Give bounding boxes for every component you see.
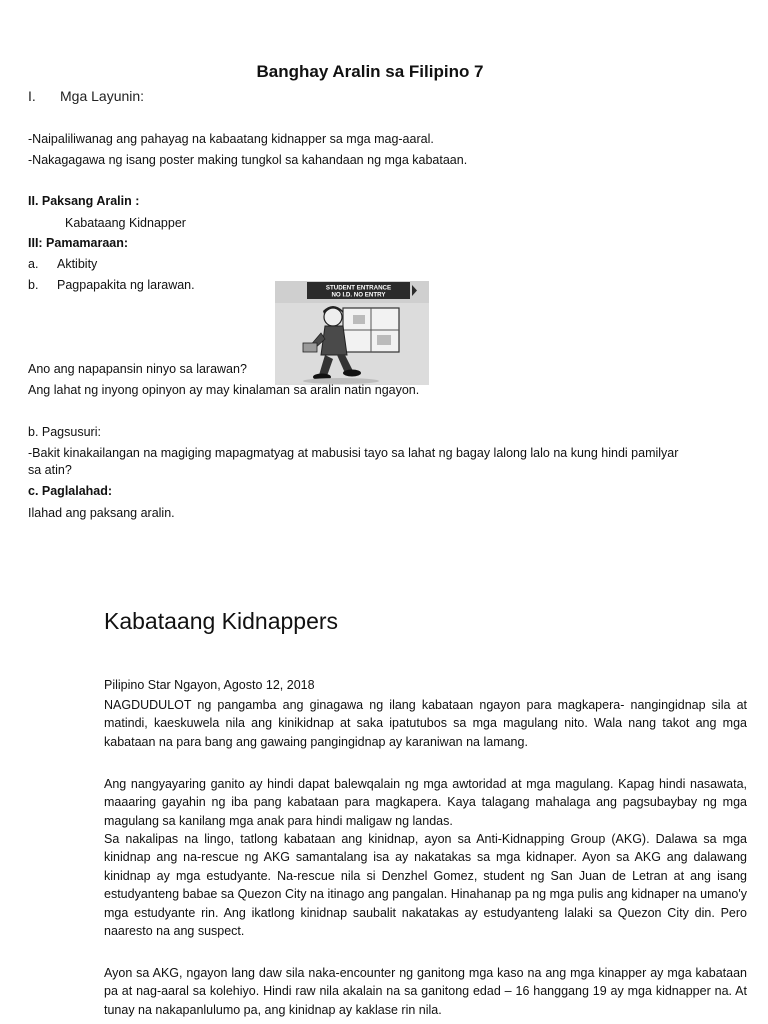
list-item-text: Aktibity bbox=[57, 257, 98, 271]
list-item-text: Pagpapakita ng larawan. bbox=[57, 278, 195, 292]
article-source: Pilipino Star Ngayon, Agosto 12, 2018 bbox=[104, 678, 315, 692]
sign-line-2: NO I.D. NO ENTRY bbox=[331, 291, 386, 299]
page-title: Banghay Aralin sa Filipino 7 bbox=[256, 62, 484, 81]
section-objectives-heading bbox=[28, 88, 144, 104]
section-number: I. bbox=[28, 88, 36, 104]
list-marker: b. bbox=[28, 278, 39, 292]
pagsusuri-question-line-1: -Bakit kinakailangan na magiging mapagmatyag at mabusisi tayo sa lahat ng bagay lalong lalo na kung hindi pamilyar bbox=[28, 446, 679, 460]
paglalahad-text: Ilahad ang paksang aralin. bbox=[28, 506, 175, 520]
question-2: Ang lahat ng inyong opinyon ay may kinalaman sa aralin natin ngayon. bbox=[28, 383, 420, 397]
article-title: Kabataang Kidnappers bbox=[104, 608, 339, 634]
sign-line-1: STUDENT ENTRANCE bbox=[325, 284, 392, 292]
article-paragraph-2: Ang nangyayaring ganito ay hindi dapat balewqalain ng mga awtoridad at mga magulang. Kapag hindi nasawata, maaaring gayahin ng iba pang kabataan para magkapera. Kaya talagang mahalaga ang pagsubaybay ng mga magulang sa kanilang mga anak para hindi maligaw ng landas. bbox=[104, 777, 747, 828]
section-procedure-heading: III: Pamamaraan: bbox=[28, 236, 129, 250]
article-paragraph-4: Ayon sa AKG, ngayon lang daw sila naka-encounter ng ganitong mga kaso na ang mga kinapper ay mga kabataan pa at nag-aaral sa kolehiyo. Hindi raw nila akalain na sa ganitong edad – 16 hanggang 19 ay mga kidnapper na. At tunay na nakapanlulumo pa, ang kinidnap ay kaklase rin nila. bbox=[104, 966, 747, 1017]
question-1: Ano ang napapansin ninyo sa larawan? bbox=[28, 362, 247, 376]
section-label: Mga Layunin: bbox=[60, 88, 145, 104]
procedure-item-a bbox=[28, 256, 97, 272]
topic-text: Kabataang Kidnapper bbox=[65, 216, 186, 230]
paglalahad-heading: c. Paglalahad: bbox=[28, 484, 113, 498]
section-topic-heading: II. Paksang Aralin : bbox=[28, 194, 140, 208]
pagsusuri-question-line-2: sa atin? bbox=[28, 463, 72, 477]
objective-1: -Naipaliliwanag ang pahayag na kabaatang kidnapper sa mga mag-aaral. bbox=[28, 132, 434, 146]
list-marker: a. bbox=[28, 257, 39, 271]
article-paragraph-3: Sa nakalipas na lingo, tatlong kabataan ang kinidnap, ayon sa Anti-Kidnapping Group (AKG). Dalawa sa mga kinidnap ang na-rescue ng AKG samantalang isa ay nakatakas sa mga kidnaper. Ayon sa AKG ang dalawang kinidnap ay mga estudyante. Na-rescue nila si Denzhel Gomez, student ng San Juan de Letran at ang isang estudyanteng babae sa Quezon City na itinago ang pangalan. Hinahanap pa ng mga pulis ang kidnaper na umano'y mga estudyante rin. Ang ikatlong kinidnap saubalit nakatakas ay estudyanteng lalaki sa Quezon City din. Pero naaresto na ang suspect. bbox=[104, 832, 747, 939]
procedure-item-b bbox=[28, 277, 195, 293]
pagsusuri-heading: b. Pagsusuri: bbox=[28, 425, 101, 439]
article-paragraph-1: NAGDUDULOT ng pangamba ang ginagawa ng ilang kabataan ngayon para magkapera- nangingidnap sila at matindi, kaeskuwela nila ang kinikidnap at saka ipatutubos sa mga magulang nito. Wala nang takot ang mga kabataan na para bang ang gawaing pangingidnap ay karaniwan na lamang. bbox=[104, 698, 747, 749]
student-kidnapper-cartoon-image bbox=[275, 281, 429, 385]
objective-2: -Nakagagawa ng isang poster making tungkol sa kahandaan ng mga kabataan. bbox=[28, 153, 468, 167]
